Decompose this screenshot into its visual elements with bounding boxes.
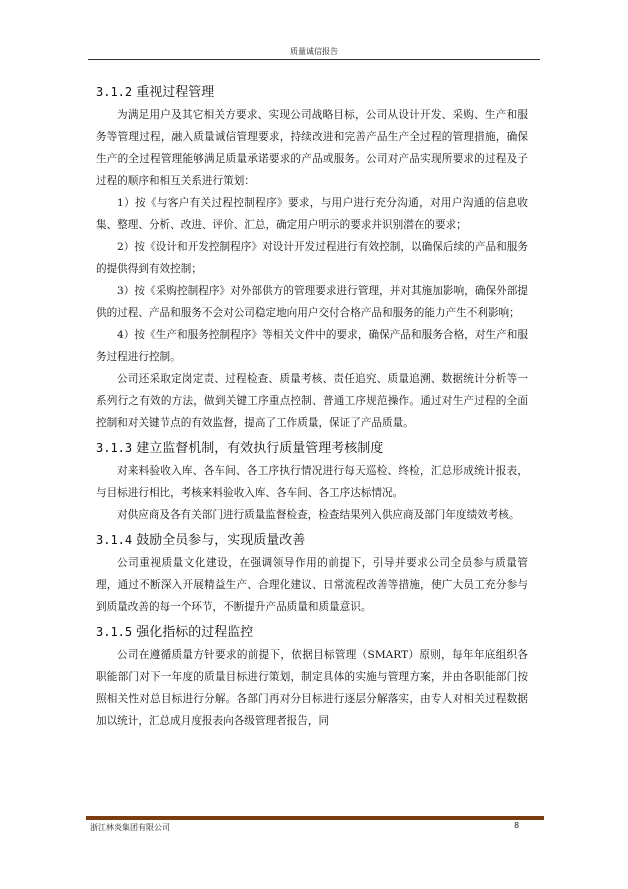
section-number: 3.1.3 [96, 441, 133, 455]
footer-divider [86, 816, 544, 820]
header-divider [88, 59, 540, 60]
section-title: 建立监督机制，有效执行质量管理考核制度 [136, 441, 384, 456]
section-heading-3-1-3 [96, 436, 528, 460]
page-header-title: 质量诚信报告 [290, 47, 338, 56]
section-heading-3-1-4 [96, 528, 528, 552]
section-number: 3.1.5 [96, 625, 133, 639]
list-item-1: 1）按《与客户有关过程控制程序》要求，与用户进行充分沟通，对用户沟通的信息收集、整理、分析、改进、评价、汇总，确定用户明示的要求并识别潜在的要求； [96, 197, 528, 231]
section-heading-3-1-5 [96, 620, 528, 644]
paragraph: 为满足用户及其它相关方要求、实现公司战略目标，公司从设计开发、采购、生产和服务等管理过程，融入质量诚信管理要求，持续改进和完善产品生产全过程的管理措施，确保生产的全过程管理能够满足质量承诺要求的产品或服务。公司对产品实现所要求的过程及子过程的顺序和相互关系进行策划： [96, 109, 528, 187]
section-heading-3-1-2 [96, 80, 528, 104]
section-title: 强化指标的过程监控 [136, 625, 254, 640]
page-number: 8 [514, 821, 520, 830]
paragraph: 公司重视质量文化建设，在强调领导作用的前提下，引导并要求公司全员参与质量管理，通过不断深入开展精益生产、合理化建议、日常流程改善等措施，使广大员工充分参与到质量改善的每一个环节，不断提升产品质量和质量意识。 [96, 557, 528, 613]
paragraph: 公司还采取定岗定责、过程检查、质量考核、责任追究、质量追溯、数据统计分析等一系列行之有效的方法，做到关键工序重点控制、普通工序规范操作。通过对生产过程的全面控制和对关键节点的有效监督，提高了工作质量，保证了产品质量。 [96, 373, 528, 429]
paragraph: 对供应商及各有关部门进行质量监督检查，检查结果列入供应商及部门年度绩效考核。 [117, 509, 520, 521]
paragraph: 对来料验收入库、各车间、各工序执行情况进行每天巡检、终检，汇总形成统计报表，与目标进行相比，考核来料验收入库、各车间、各工序达标情况。 [96, 465, 528, 499]
list-item-3: 3）按《采购控制程序》对外部供方的管理要求进行管理，并对其施加影响，确保外部提供的过程、产品和服务不会对公司稳定地向用户交付合格产品和服务的能力产生不利影响； [96, 285, 528, 319]
document-body [96, 80, 528, 732]
paragraph: 公司在遵循质量方针要求的前提下，依据目标管理（SMART）原则，每年年底组织各职能部门对下一年度的质量目标进行策划，制定具体的实施与管理方案，并由各职能部门按照相关性对总目标进行分解。各部门再对分目标进行逐层分解落实，由专人对相关过程数据加以统计，汇总成月度报表向各级管理者报告，同 [96, 649, 528, 727]
section-title: 鼓励全员参与，实现质量改善 [136, 533, 306, 548]
section-number: 3.1.4 [96, 533, 133, 547]
section-title: 重视过程管理 [136, 85, 215, 100]
section-number: 3.1.2 [96, 85, 133, 99]
list-item-4: 4）按《生产和服务控制程序》等相关文件中的要求，确保产品和服务合格，对生产和服务过程进行控制。 [96, 329, 528, 363]
list-item-2: 2）按《设计和开发控制程序》对设计开发过程进行有效控制，以确保后续的产品和服务的提供得到有效控制； [96, 241, 528, 275]
footer-company-name: 浙江林炎集团有限公司 [90, 823, 170, 832]
